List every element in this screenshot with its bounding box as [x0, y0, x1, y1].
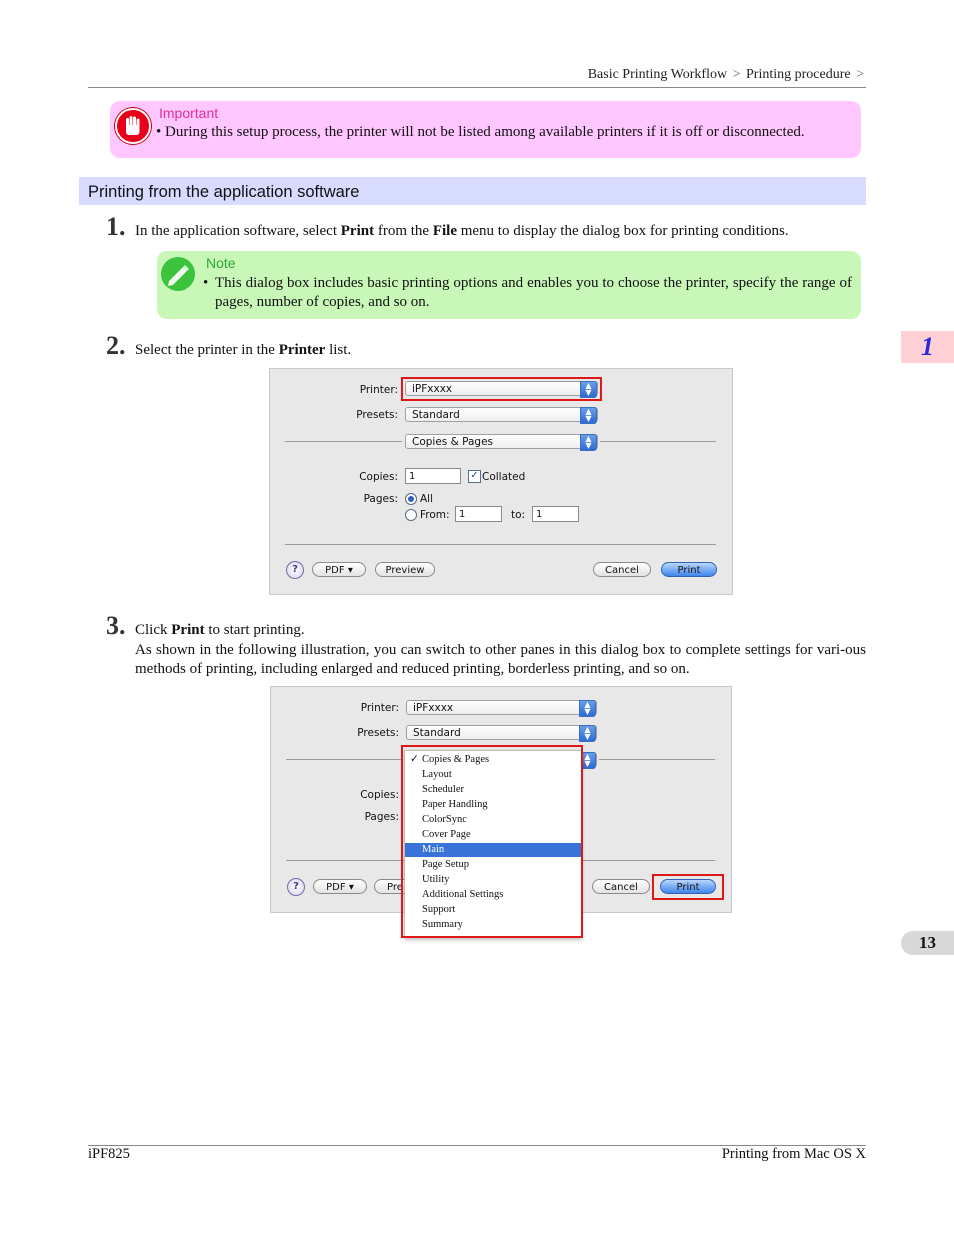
page-number: 13: [901, 931, 954, 955]
footer-chapter-title: Printing from Mac OS X: [721, 1146, 866, 1162]
help-icon[interactable]: ?: [286, 561, 304, 579]
to-field[interactable]: 1: [532, 506, 579, 522]
note-body: This dialog box includes basic printing options and enables you to choose the printer, specify the range of pages, number of copies, and so on.: [215, 275, 852, 310]
checkmark-icon: ✓: [410, 754, 419, 765]
breadcrumb-separator: >: [732, 67, 741, 82]
printer-label: Printer:: [360, 702, 399, 714]
step-bold-term: Print: [340, 223, 375, 239]
printer-label: Printer:: [359, 384, 398, 396]
menu-item-layout[interactable]: Layout: [422, 769, 452, 780]
menu-item-page-setup[interactable]: Page Setup: [422, 859, 469, 870]
breadcrumb: [588, 67, 866, 83]
popup-arrows-icon: ▲ ▼: [580, 434, 597, 451]
important-body: During this setup process, the printer will not be listed among available printers if it is off or disconnected.: [165, 124, 805, 140]
printer-value: iPFxxxx: [413, 702, 454, 714]
to-label: to:: [511, 509, 526, 521]
printer-value: iPFxxxx: [412, 383, 453, 395]
cancel-button[interactable]: Cancel: [593, 562, 651, 577]
copies-label: Copies:: [359, 471, 398, 483]
step-text-part: to start printing.: [204, 622, 305, 638]
breadcrumb-item[interactable]: Basic Printing Workflow: [587, 67, 728, 82]
header-divider: [88, 87, 866, 88]
step-number: 1.: [106, 212, 126, 241]
highlight-box: [401, 745, 583, 938]
presets-popup[interactable]: [406, 725, 597, 740]
preview-button[interactable]: Pre: [374, 879, 414, 894]
print-dialog-screenshot: [269, 368, 733, 595]
presets-value: Standard: [412, 409, 460, 421]
popup-arrows-icon: ▲ ▼: [579, 700, 596, 717]
step-text: [135, 622, 305, 639]
section-title: Printing from the application software: [88, 183, 360, 201]
pane-value: Copies & Pages: [412, 436, 494, 448]
separator: [600, 441, 716, 442]
pdf-button[interactable]: PDF ▾: [313, 879, 367, 894]
pages-label: Pages:: [363, 493, 398, 505]
pages-label: Pages:: [364, 811, 399, 823]
step-number: 3.: [106, 611, 126, 640]
step-text-part: menu to display the dialog box for printing conditions.: [456, 223, 789, 239]
from-field[interactable]: 1: [455, 506, 502, 522]
copies-label: Copies:: [360, 789, 399, 801]
menu-item-summary[interactable]: Summary: [422, 919, 463, 930]
cancel-button[interactable]: Cancel: [592, 879, 650, 894]
presets-popup[interactable]: [405, 407, 598, 422]
step-paragraph: As shown in the following illustration, you can switch to other panes in this dialog box to complete settings for vari-ous methods of printing, including enlarged and reduced printing, borderless printing, and so on.: [135, 642, 866, 677]
step-bold-term: Print: [171, 622, 205, 638]
pdf-button[interactable]: PDF ▾: [312, 562, 366, 577]
presets-label: Presets:: [357, 727, 399, 739]
step-text-part: Click: [135, 622, 172, 638]
presets-value: Standard: [413, 727, 461, 739]
menu-item-paper-handling[interactable]: Paper Handling: [422, 799, 488, 810]
stop-hand-icon: [115, 108, 151, 144]
step-text-part: Select the printer in the: [135, 342, 279, 358]
step-bold-term: Printer: [278, 342, 326, 358]
step-number: 2.: [106, 331, 126, 360]
step-text-part: from the: [374, 223, 433, 239]
menu-item-scheduler[interactable]: Scheduler: [422, 784, 464, 795]
note-label: Note: [206, 255, 236, 271]
pane-popup[interactable]: [405, 434, 598, 449]
separator: [285, 544, 716, 545]
popup-arrows-icon: ▲ ▼: [580, 381, 597, 398]
chapter-tab[interactable]: [901, 331, 954, 363]
chapter-number: 1: [921, 332, 934, 361]
all-pages-radio[interactable]: [405, 493, 417, 505]
step-bold-term: File: [432, 223, 457, 239]
print-button[interactable]: Print: [661, 562, 717, 577]
separator: [286, 759, 403, 760]
collated-label: Collated: [482, 471, 526, 483]
bullet: •: [203, 275, 209, 291]
menu-item-cover-page[interactable]: Cover Page: [422, 829, 471, 840]
print-button[interactable]: Print: [660, 879, 716, 894]
note-text: [203, 274, 852, 312]
printer-popup[interactable]: [406, 700, 597, 715]
separator: [599, 759, 715, 760]
menu-item-utility[interactable]: Utility: [422, 874, 450, 885]
bullet: •: [156, 124, 162, 140]
collated-checkbox[interactable]: ✓: [468, 470, 481, 483]
step-text: [135, 342, 351, 359]
help-icon[interactable]: ?: [287, 878, 305, 896]
copies-field[interactable]: 1: [405, 468, 461, 484]
from-label: From:: [420, 509, 450, 521]
footer-model: iPF825: [88, 1146, 130, 1162]
important-text: [156, 124, 805, 141]
preview-button[interactable]: Preview: [375, 562, 435, 577]
page-range-radio[interactable]: [405, 509, 417, 521]
pencil-icon: [161, 257, 195, 291]
menu-item-additional-settings[interactable]: Additional Settings: [422, 889, 504, 900]
menu-item-colorsync[interactable]: ColorSync: [422, 814, 467, 825]
highlight-box: [401, 377, 602, 401]
step-text: [135, 223, 789, 240]
presets-label: Presets:: [356, 409, 398, 421]
step-text-part: In the application software, select: [135, 223, 341, 239]
separator: [285, 441, 402, 442]
menu-item-support[interactable]: Support: [422, 904, 456, 915]
popup-arrows-icon: ▲ ▼: [580, 407, 597, 424]
popup-arrows-icon: ▲ ▼: [579, 752, 596, 769]
step-text-part: list.: [325, 342, 352, 358]
menu-item-copies-pages[interactable]: ✓ Copies & Pages: [410, 754, 490, 765]
breadcrumb-item[interactable]: Printing procedure: [746, 67, 851, 82]
breadcrumb-separator: >: [856, 67, 864, 82]
popup-arrows-icon: ▲ ▼: [579, 725, 596, 742]
all-label: All: [420, 493, 434, 505]
highlight-box: [652, 874, 724, 900]
menu-item-main[interactable]: Main: [405, 843, 581, 857]
important-label: Important: [159, 105, 219, 121]
